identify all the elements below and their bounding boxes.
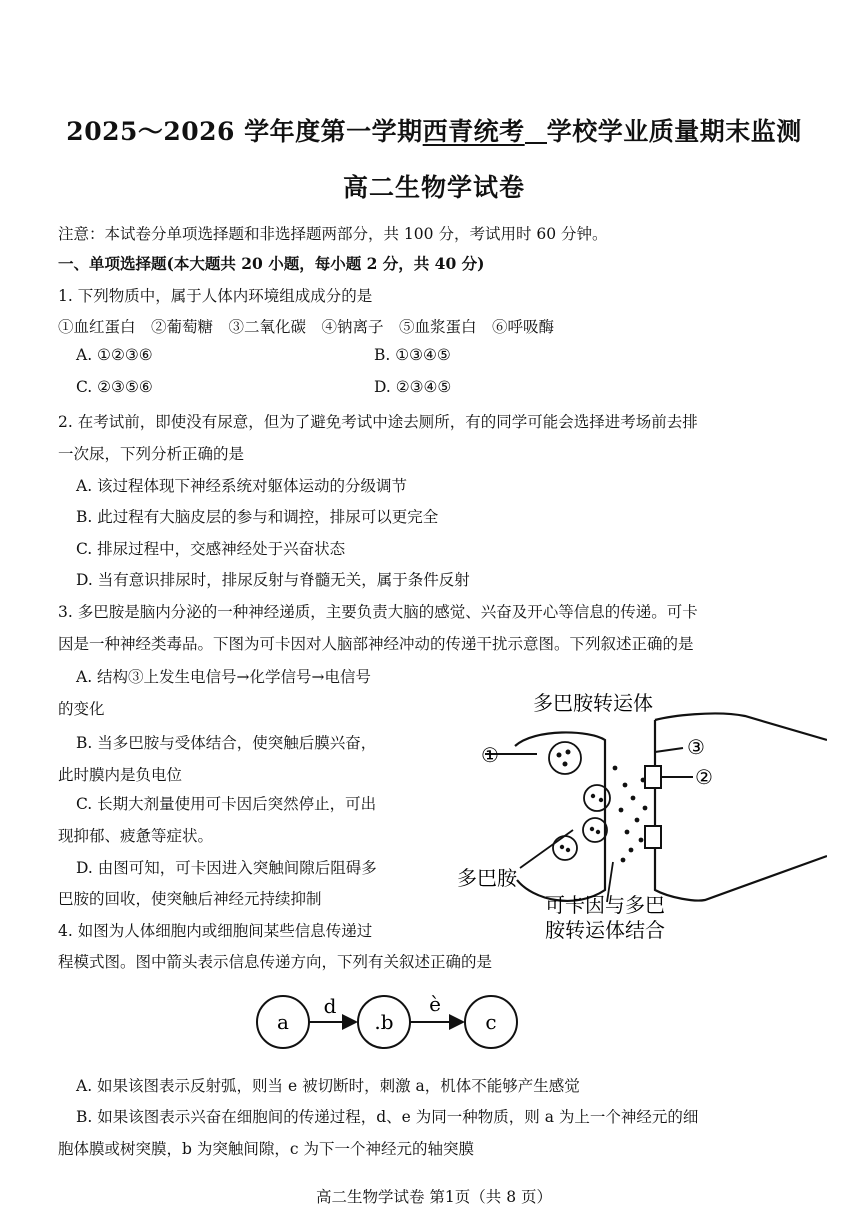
edge-d-label: d [323, 994, 337, 1018]
q1-items: ①血红蛋白 ②葡萄糖 ③二氧化碳 ④钠离子 ⑤血浆蛋白 ⑥呼吸酶 [58, 318, 555, 336]
q1-option-a: A. ①②③⑥ [76, 346, 153, 364]
transporter-label: 多巴胺转运体 [533, 691, 653, 715]
title-prefix: 2025～2026 学年度第一学期 [66, 117, 423, 146]
receptor [645, 826, 661, 848]
postsynaptic-membrane [655, 713, 827, 740]
receptor [645, 766, 661, 788]
mark-3: ③ [687, 735, 705, 759]
mark-2: ② [695, 765, 713, 789]
node-c-label: c [485, 1010, 497, 1034]
exam-subtitle: 高二生物学试卷 [342, 173, 525, 202]
section-heading: 一、单项选择题(本大题共 20 小题，每小题 2 分，共 40 分) [58, 254, 485, 273]
q3-option-c: C. 长期大剂量使用可卡因后突然停止，可出 [76, 795, 377, 813]
q3-option-c-cont: 现抑郁、疲惫等症状。 [58, 827, 214, 845]
q3-stem-1: 3. 多巴胺是脑内分泌的一种神经递质，主要负责大脑的感觉、兴奋及开心等信息的传递。可卡 [58, 603, 698, 621]
q2-stem-1: 2. 在考试前，即使没有尿意，但为了避免考试中途去厕所，有的同学可能会选择进考场前去排 [58, 413, 698, 431]
q3-stem-2: 因是一种神经类毒品。下图为可卡因对人脑部神经冲动的传递干扰示意图。下列叙述正确的是 [58, 635, 694, 653]
pointer-3 [655, 748, 683, 752]
dopamine-pointer [520, 830, 573, 868]
q2-stem-2: 一次尿，下列分析正确的是 [58, 445, 245, 463]
q2-option-d: D. 当有意识排尿时，排尿反射与脊髓无关，属于条件反射 [76, 571, 470, 589]
mark-1: ① [481, 743, 499, 767]
q4-option-b: B. 如果该图表示兴奋在细胞间的传递过程，d、e 为同一种物质，则 a 为上一个神经元的细 [76, 1108, 699, 1126]
cocaine-label-2: 胺转运体结合 [545, 918, 665, 942]
vesicle [583, 818, 607, 842]
q3-option-b-cont: 此时膜内是负电位 [58, 766, 183, 784]
q3-option-a: A. 结构③上发生电信号→化学信号→电信号 [76, 668, 372, 686]
q2-option-a: A. 该过程体现下神经系统对躯体运动的分级调节 [76, 477, 408, 495]
vesicle [549, 742, 581, 774]
q1-stem: 1. 下列物质中，属于人体内环境组成成分的是 [58, 287, 373, 305]
q1-option-c: C. ②③⑤⑥ [76, 378, 153, 396]
q3-option-b: B. 当多巴胺与受体结合，使突触后膜兴奋， [76, 734, 377, 752]
notice: 注意：本试卷分单项选择题和非选择题两部分，共 100 分，考试用时 60 分钟。 [58, 225, 608, 243]
exam-title [0, 112, 868, 148]
dopamine-label: 多巴胺 [457, 866, 517, 890]
signal-flow-diagram [250, 985, 530, 1063]
q3-option-d-cont: 巴胺的回收，使突触后神经元持续抑制 [58, 890, 322, 908]
synapse-diagram [455, 680, 827, 945]
q1-option-d: D. ②③④⑤ [374, 378, 452, 396]
q4-option-a: A. 如果该图表示反射弧，则当 e 被切断时，刺激 a，机体不能够产生感觉 [76, 1077, 580, 1095]
q3-option-d: D. 由图可知，可卡因进入突触间隙后阻碍多 [76, 859, 377, 877]
node-a-label: a [277, 1010, 289, 1034]
page-footer: 高二生物学试卷 第1页（共 8 页） [315, 1188, 552, 1206]
title-exam-name: 西青统考 [422, 117, 525, 146]
q4-stem-2: 程模式图。图中箭头表示信息传递方向，下列有关叙述正确的是 [58, 953, 493, 971]
q2-option-c: C. 排尿过程中，交感神经处于兴奋状态 [76, 540, 346, 558]
presynaptic-membrane [515, 732, 605, 900]
q3-option-a-cont: 的变化 [58, 700, 105, 718]
edge-e-label: è [429, 992, 441, 1016]
q4-option-b-cont: 胞体膜或树突膜，b 为突触间隙，c 为下一个神经元的轴突膜 [58, 1140, 474, 1158]
vesicle [553, 836, 577, 860]
q2-option-b: B. 此过程有大脑皮层的参与和调控，排尿可以更完全 [76, 508, 439, 526]
cocaine-label-1: 可卡因与多巴 [545, 893, 665, 917]
title-blank [525, 120, 547, 144]
title-suffix: 学校学业质量期末监测 [546, 117, 802, 146]
q1-option-b: B. ①③④⑤ [374, 346, 451, 364]
q4-stem-1: 4. 如图为人体细胞内或细胞间某些信息传递过 [58, 922, 373, 940]
node-b-label: .b [374, 1010, 394, 1034]
